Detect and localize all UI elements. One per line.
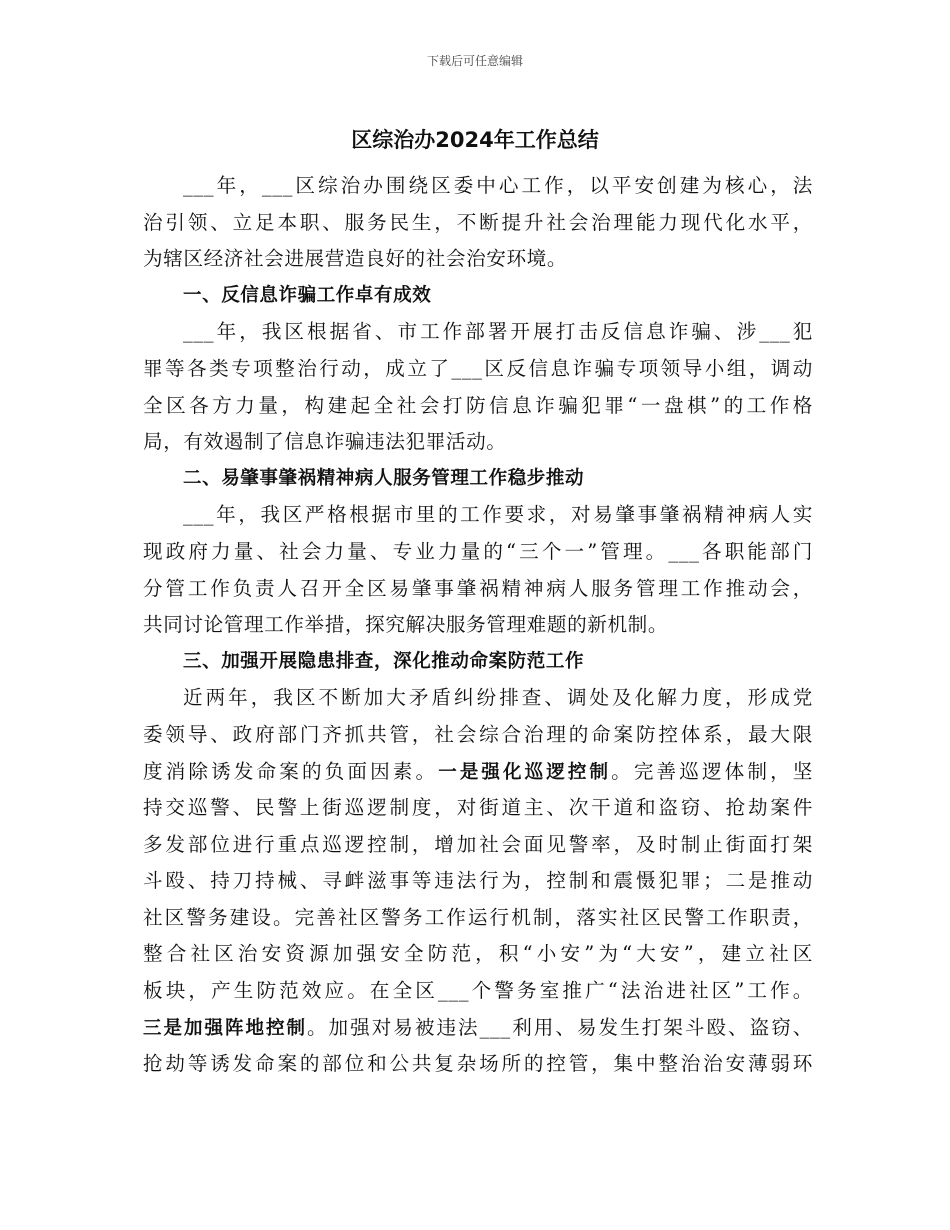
intro-line: 为辖区经济社会进展营造良好的社会治安环境。 <box>143 247 568 271</box>
paragraph-line: 持交巡警、民警上街巡逻制度，对街道主、次干道和盗窃、抢劫案件 <box>143 796 813 820</box>
paragraph-line: 斗殴、持刀持械、寻衅滋事等违法行为，控制和震慑犯罪；二是推动 <box>143 869 813 893</box>
paragraph-line: 全区各方力量，构建起全社会打防信息诈骗犯罪“一盘棋”的工作格 <box>143 393 813 417</box>
paragraph-line: 整合社区治安资源加强安全防范，积“小安”为“大安”，建立社区 <box>143 942 813 966</box>
intro-line: ___年，___区综治办围绕区委中心工作，以平安创建为核心，法 <box>183 174 813 197</box>
paragraph-line: 抢劫等诱发命案的部位和公共复杂场所的控管，集中整治治安薄弱环 <box>143 1052 813 1076</box>
paragraph-line: 共同讨论管理工作举措，探究解决服务管理难题的新机制。 <box>143 613 669 637</box>
bold-run: 三是加强阵地控制 <box>143 1017 307 1039</box>
paragraph-line <box>143 1010 813 1047</box>
paragraph-line: 现政府力量、社会力量、专业力量的“三个一”管理。___各职能部门 <box>143 539 813 563</box>
text-run: 。完善巡逻体制，坚 <box>611 759 813 783</box>
intro-line: 治引领、立足本职、服务民生，不断提升社会治理能力现代化水平， <box>143 210 813 234</box>
text-run: 度消除诱发命案的负面因素。 <box>143 759 439 783</box>
paragraph-line: ___年，我区严格根据市里的工作要求，对易肇事肇祸精神病人实 <box>183 503 813 527</box>
paragraph-line: 分管工作负责人召开全区易肇事肇祸精神病人服务管理工作推动会， <box>143 576 813 600</box>
paragraph-line: 局，有效遏制了信息诈骗违法犯罪活动。 <box>143 430 507 454</box>
document-body <box>143 168 813 1083</box>
bold-run: 一是强化巡逻控制 <box>438 761 612 783</box>
section-heading: 二、易肇事肇祸精神病人服务管理工作稳步推动 <box>183 467 585 489</box>
paragraph-line <box>143 754 813 791</box>
paragraph-line: 罪等各类专项整治行动，成立了___区反信息诈骗专项领导小组，调动 <box>143 356 813 380</box>
paragraph-line: 多发部位进行重点巡逻控制，增加社会面见警率，及时制止街面打架 <box>143 832 813 856</box>
paragraph-line: 社区警务建设。完善社区警务工作运行机制，落实社区民警工作职责， <box>143 905 813 929</box>
paragraph-line: 板块，产生防范效应。在全区___个警务室推广“法治进社区”工作。 <box>143 979 813 1003</box>
paragraph-line: ___年，我区根据省、市工作部署开展打击反信息诈骗、涉___犯 <box>183 320 813 344</box>
paragraph-line: 近两年，我区不断加大矛盾纠纷排查、调处及化解力度，形成党 <box>183 686 813 710</box>
document-title: 区综治办2024年工作总结 <box>351 128 599 152</box>
section-heading: 一、反信息诈骗工作卓有成效 <box>183 284 432 306</box>
text-run: 。加强对易被违法___利用、易发生打架斗殴、盗窃、 <box>306 1015 813 1039</box>
section-heading: 三、加强开展隐患排查，深化推动命案防范工作 <box>183 650 585 672</box>
paragraph-line: 委领导、政府部门齐抓共管，社会综合治理的命案防控体系，最大限 <box>143 722 813 746</box>
header-note: 下载后可任意编辑 <box>426 54 523 68</box>
